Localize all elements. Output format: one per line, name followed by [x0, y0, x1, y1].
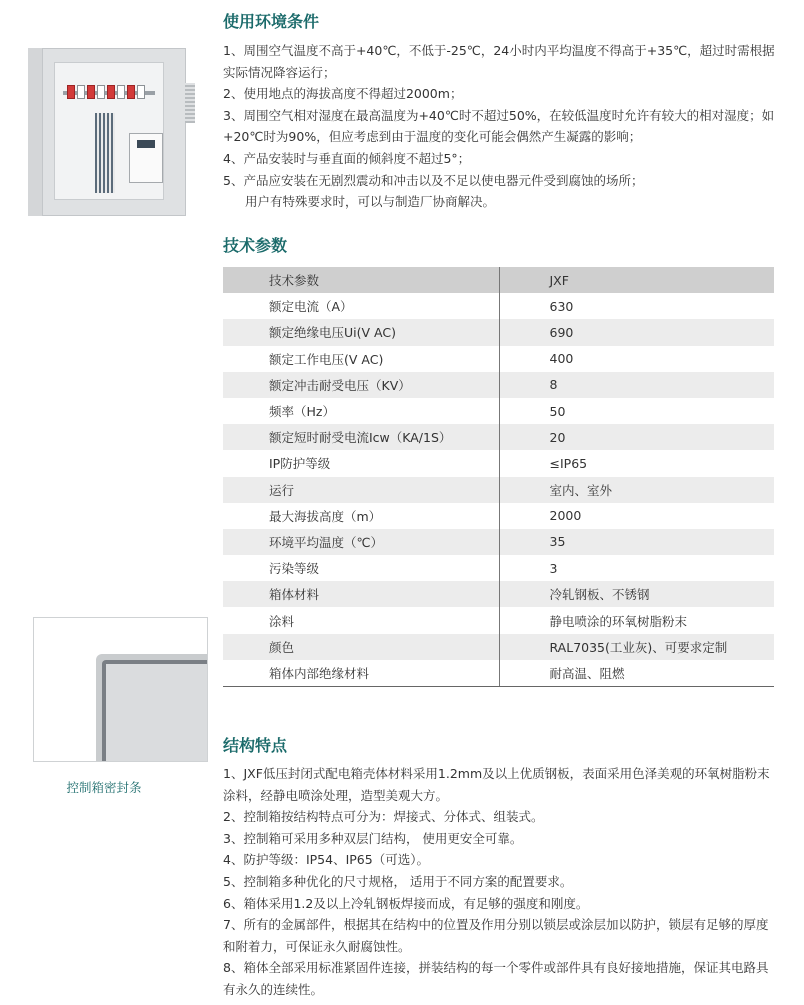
seal-strip-photo	[33, 617, 208, 762]
struct-item: 2、控制箱按结构特点可分为：焊接式、分体式、组装式。	[223, 809, 544, 825]
spec-row	[223, 450, 774, 476]
spec-key: 箱体材料	[223, 581, 499, 607]
spec-row	[223, 634, 774, 660]
spec-key: 箱体内部绝缘材料	[223, 660, 499, 687]
spec-key: 污染等级	[223, 555, 499, 581]
spec-row	[223, 503, 774, 529]
spec-row	[223, 372, 774, 398]
spec-table-wrapper	[223, 267, 774, 687]
breaker	[137, 85, 145, 99]
inverter-unit	[129, 133, 163, 183]
spec-row	[223, 398, 774, 424]
spec-key: 频率（Hz）	[223, 398, 499, 424]
spec-value: 静电喷涂的环氧树脂粉末	[549, 613, 688, 629]
struct-item: 8、箱体全部采用标准紧固件连接，拼装结构的每一个零件或部件具有良好接地措施，保证其电路具有永久的连续性。	[223, 960, 769, 997]
spec-table-header	[223, 267, 774, 293]
spec-value: RAL7035(工业灰)、可要求定制	[499, 634, 774, 660]
spec-key: 额定冲击耐受电压（KV）	[223, 372, 499, 398]
spec-key: 额定电流（A）	[223, 293, 499, 319]
spec-key: 颜色	[223, 634, 499, 660]
struct-item: 1、JXF低压封闭式配电箱壳体材料采用1.2mm及以上优质钢板，表面采用色泽美观的环氧树脂粉末涂料，经静电喷涂处理，造型美观大方。	[223, 766, 770, 803]
breaker	[77, 85, 85, 99]
struct-item: 3、控制箱可采用多种双层门结构， 使用更安全可靠。	[223, 830, 523, 846]
env-section-title: 使用环境条件	[223, 12, 320, 31]
spec-key: 涂料	[223, 607, 499, 633]
spec-row	[223, 581, 774, 607]
spec-value: ≤IP65	[549, 455, 588, 471]
env-note: 用户有特殊要求时，可以与制造厂协商解决。	[245, 194, 496, 210]
spec-key: 额定工作电压(V AC)	[223, 346, 499, 372]
spec-value: 8	[499, 372, 774, 398]
spec-row	[223, 424, 774, 450]
spec-key: 额定短时耐受电流Icw（KA/1S）	[223, 424, 499, 450]
struct-section-title: 结构特点	[223, 736, 288, 755]
terminal-wires	[95, 113, 115, 193]
breaker	[127, 85, 135, 99]
seal-door-panel	[106, 664, 208, 762]
spec-row	[223, 346, 774, 372]
env-conditions-list	[223, 40, 779, 213]
breaker	[97, 85, 105, 99]
spec-row	[223, 319, 774, 345]
env-item: 4、产品安装时与垂直面的倾斜度不超过5°；	[223, 150, 471, 166]
spec-value: 400	[549, 351, 574, 367]
breaker	[67, 85, 75, 99]
spec-table	[223, 267, 774, 687]
breaker	[107, 85, 115, 99]
spec-key: 环境平均温度（℃）	[223, 529, 499, 555]
spec-row	[223, 293, 774, 319]
control-cabinet-photo	[28, 48, 186, 216]
env-item: 5、产品应安装在无剧烈震动和冲击以及不足以使电器元件受到腐蚀的场所；	[223, 172, 644, 188]
spec-value: 冷轧钢板、不锈钢	[499, 581, 774, 607]
spec-header-key: 技术参数	[223, 267, 499, 293]
spec-row	[223, 660, 774, 687]
spec-value: 35	[499, 529, 774, 555]
struct-item: 5、控制箱多种优化的尺寸规格， 适用于不同方案的配置要求。	[223, 873, 573, 889]
struct-features-list	[223, 763, 779, 1001]
spec-row	[223, 477, 774, 503]
breaker	[87, 85, 95, 99]
spec-key: 额定绝缘电压Ui(V AC)	[223, 319, 499, 345]
env-item: 3、周围空气相对湿度在最高温度为+40℃时不超过50%，在较低温度时允许有较大的相对湿度；如+20℃时为90%，但应考虑到由于温度的变化可能会偶然产生凝露的影响；	[223, 107, 775, 145]
spec-value: 690	[499, 319, 774, 345]
struct-item: 7、所有的金属部件，根据其在结构中的位置及作用分别以锁层或涂层加以防护，锁层有足够的厚度和附着力，可保证永久耐腐蚀性。	[223, 917, 769, 954]
spec-key: IP防护等级	[223, 450, 499, 476]
spec-value: 20	[499, 424, 774, 450]
spec-value: 630	[549, 298, 574, 314]
spec-value: 50	[549, 403, 566, 419]
cabinet-door	[28, 48, 43, 216]
cabinet-mounting-plate	[54, 62, 164, 200]
struct-item: 4、防护等级：IP54、IP65（可选）。	[223, 852, 429, 868]
env-item: 1、周围空气温度不高于+40℃，不低于-25℃，24小时内平均温度不得高于+35℃，超过时需根据实际情况降容运行；	[223, 43, 775, 80]
spec-row	[223, 555, 774, 581]
tech-section-title: 技术参数	[223, 236, 288, 255]
spec-header-value: JXF	[499, 267, 774, 293]
spec-key: 运行	[223, 477, 499, 503]
struct-item: 6、箱体采用1.2及以上冷轧钢板焊接而成，有足够的强度和刚度。	[223, 895, 589, 911]
env-item: 2、使用地点的海拔高度不得超过2000m；	[223, 86, 463, 102]
spec-value: 3	[549, 560, 558, 576]
spec-value: 室内、室外	[499, 477, 774, 503]
inverter-display	[137, 140, 155, 148]
spec-key: 最大海拔高度（m）	[223, 503, 499, 529]
cabinet-vent	[185, 83, 195, 123]
spec-row	[223, 607, 774, 633]
spec-value: 2000	[549, 508, 582, 524]
breaker	[117, 85, 125, 99]
spec-row	[223, 529, 774, 555]
spec-value: 耐高温、阻燃	[499, 660, 774, 687]
seal-photo-caption: 控制箱密封条	[66, 780, 142, 795]
